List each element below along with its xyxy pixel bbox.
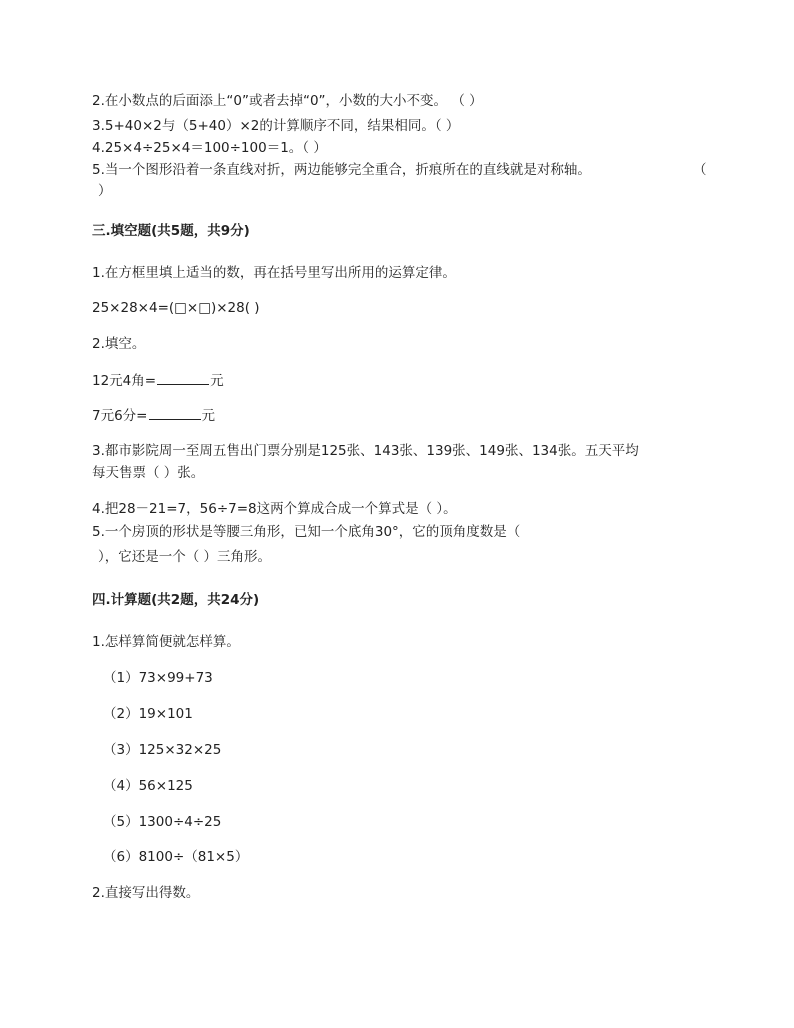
section-4-title: 四.计算题(共2题，共24分) <box>92 592 260 608</box>
question-2-2: 2.在小数点的后面添上“0”或者去掉“0”，小数的大小不变。 （ ） <box>92 93 483 109</box>
answer-blank[interactable] <box>149 406 201 420</box>
question-3-2-b-right: 元 <box>201 408 215 424</box>
question-2-3: 3.5+40×2与（5+40）×2的计算顺序不同，结果相同。（ ） <box>92 118 460 134</box>
question-2-5-line2: ） <box>98 183 112 199</box>
question-3-2-a-right: 元 <box>210 373 224 389</box>
question-3-2-b <box>92 406 215 425</box>
question-2-4: 4.25×4÷25×4＝100÷100＝1。（ ） <box>92 140 327 156</box>
question-3-3-line1: 3.都市影院周一至周五售出门票分别是125张、143张、139张、149张、134张。五天平均 <box>92 443 639 459</box>
question-2-5-paren-open: （ <box>693 162 707 178</box>
question-4-1: 1.怎样算简便就怎样算。 <box>92 634 240 650</box>
answer-blank[interactable] <box>157 371 209 385</box>
question-3-1: 1.在方框里填上适当的数，再在括号里写出所用的运算定律。 <box>92 265 456 281</box>
question-3-4: 4.把28－21=7，56÷7=8这两个算成合成一个算式是（ ）。 <box>92 501 457 517</box>
calc-item: （4）56×125 <box>103 778 193 794</box>
section-3-title: 三.填空题(共5题，共9分) <box>92 223 250 239</box>
question-3-3-line2: 每天售票（ ）张。 <box>92 465 205 481</box>
calc-item: （3）125×32×25 <box>103 742 222 758</box>
calc-item: （6）8100÷（81×5） <box>103 849 249 865</box>
question-4-2: 2.直接写出得数。 <box>92 885 200 901</box>
question-2-5-line1: 5.当一个图形沿着一条直线对折，两边能够完全重合，折痕所在的直线就是对称轴。 <box>92 162 591 178</box>
question-3-5-line2: ），它还是一个（ ）三角形。 <box>98 549 272 565</box>
calc-item: （5）1300÷4÷25 <box>103 814 222 830</box>
question-3-2: 2.填空。 <box>92 336 146 352</box>
question-3-2-a <box>92 371 224 390</box>
question-3-5-line1: 5.一个房顶的形状是等腰三角形，已知一个底角30°，它的顶角度数是（ <box>92 524 521 540</box>
question-3-1-expression: 25×28×4=(□×□)×28( ) <box>92 300 260 316</box>
calc-item: （2）19×101 <box>103 706 193 722</box>
question-3-2-a-left: 12元4角= <box>92 373 157 389</box>
question-3-2-b-left: 7元6分= <box>92 408 148 424</box>
calc-item: （1）73×99+73 <box>103 670 213 686</box>
